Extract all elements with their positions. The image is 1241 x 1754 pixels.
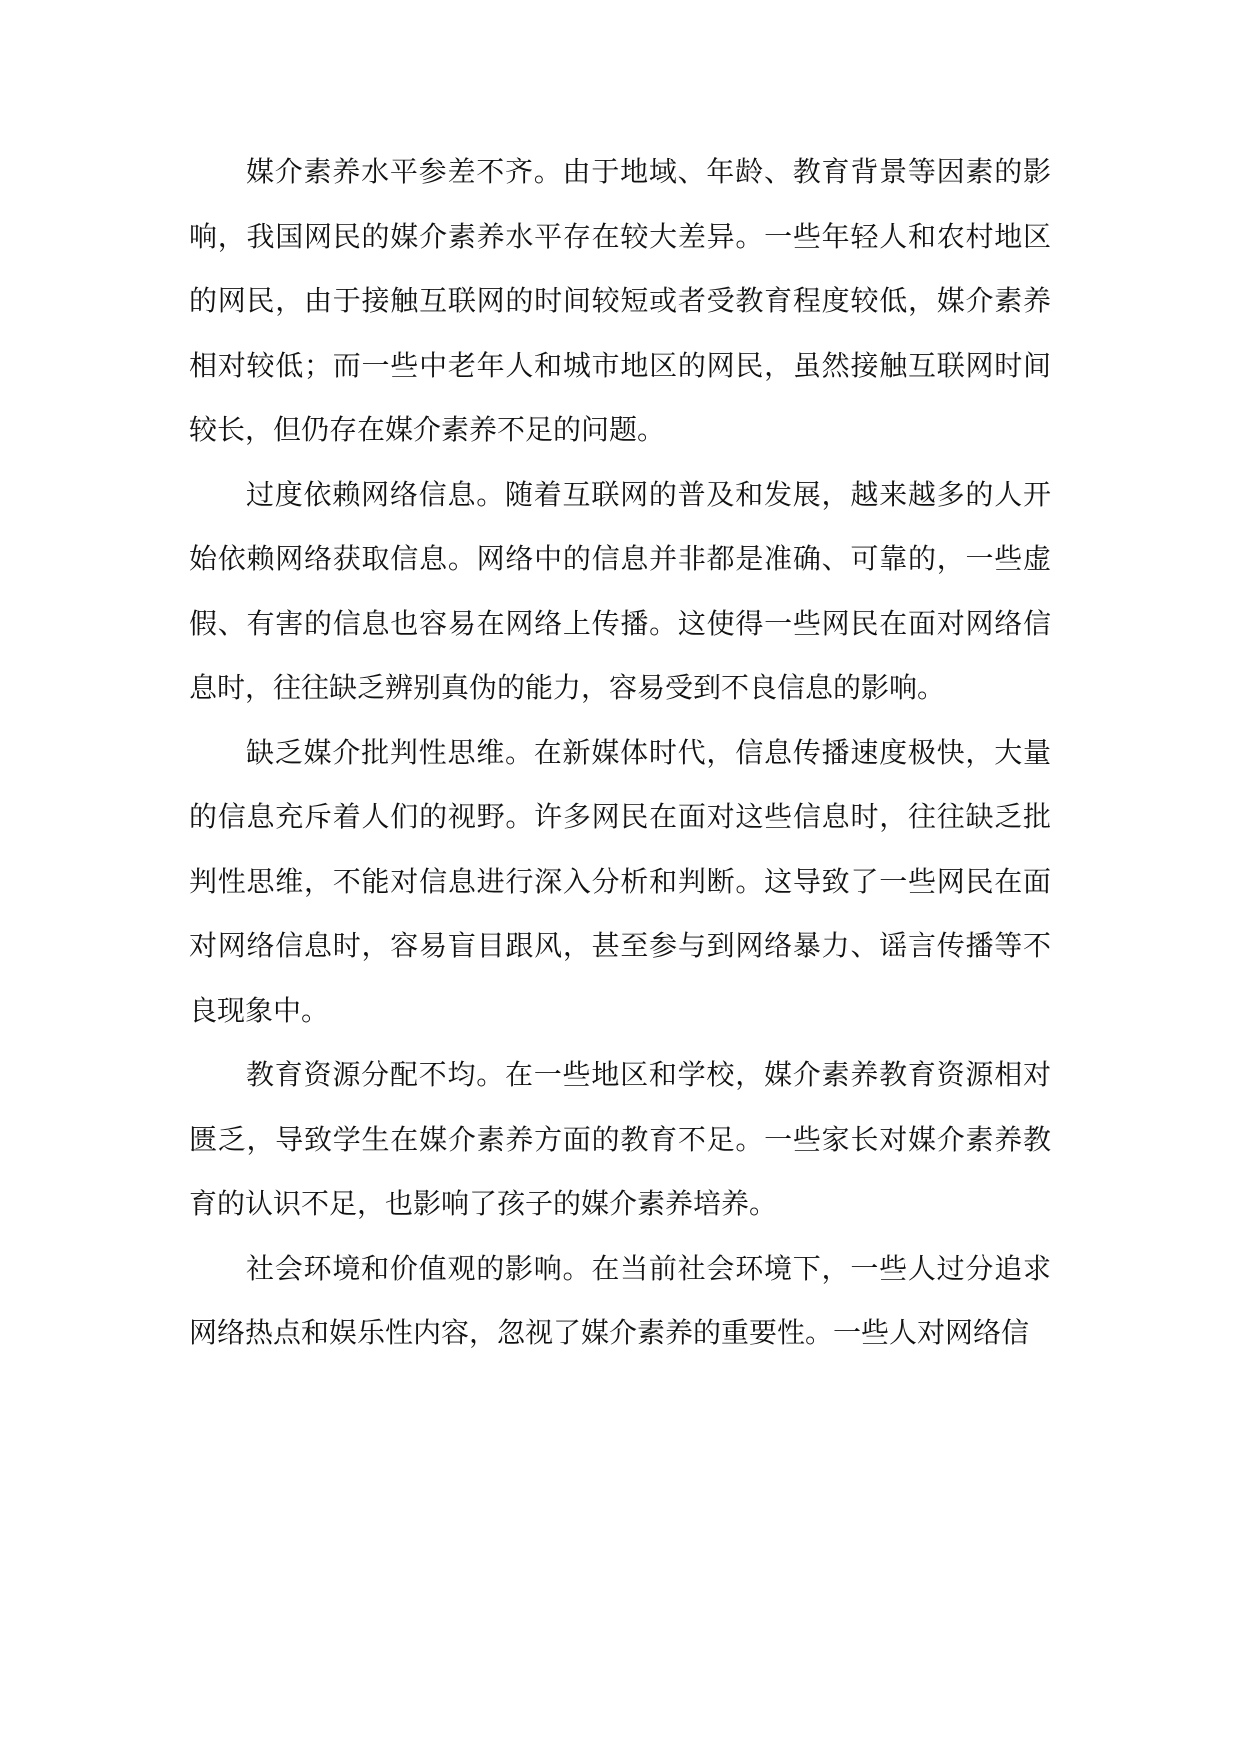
paragraph-social-environment: 社会环境和价值观的影响。在当前社会环境下，一些人过分追求网络热点和娱乐性内容，忽视了媒介素养的重要性。一些人对网络信 [189, 1251, 1051, 1349]
document-body [189, 140, 1051, 1366]
paragraph-over-reliance: 过度依赖网络信息。随着互联网的普及和发展，越来越多的人开始依赖网络获取信息。网络中的信息并非都是准确、可靠的，一些虚假、有害的信息也容易在网络上传播。这使得一些网民在面对网络信息时，往往缺乏辨别真伪的能力，容易受到不良信息的影响。 [189, 477, 1051, 704]
paragraph-critical-thinking: 缺乏媒介批判性思维。在新媒体时代，信息传播速度极快，大量的信息充斥着人们的视野。许多网民在面对这些信息时，往往缺乏批判性思维，不能对信息进行深入分析和判断。这导致了一些网民在面对网络信息时，容易盲目跟风，甚至参与到网络暴力、谣言传播等不良现象中。 [189, 735, 1051, 1027]
paragraph-media-literacy-levels: 媒介素养水平参差不齐。由于地域、年龄、教育背景等因素的影响，我国网民的媒介素养水平存在较大差异。一些年轻人和农村地区的网民，由于接触互联网的时间较短或者受教育程度较低，媒介素养相对较低；而一些中老年人和城市地区的网民，虽然接触互联网时间较长，但仍存在媒介素养不足的问题。 [189, 155, 1051, 446]
paragraph-education-resources: 教育资源分配不均。在一些地区和学校，媒介素养教育资源相对匮乏，导致学生在媒介素养方面的教育不足。一些家长对媒介素养教育的认识不足，也影响了孩子的媒介素养培养。 [189, 1058, 1051, 1220]
